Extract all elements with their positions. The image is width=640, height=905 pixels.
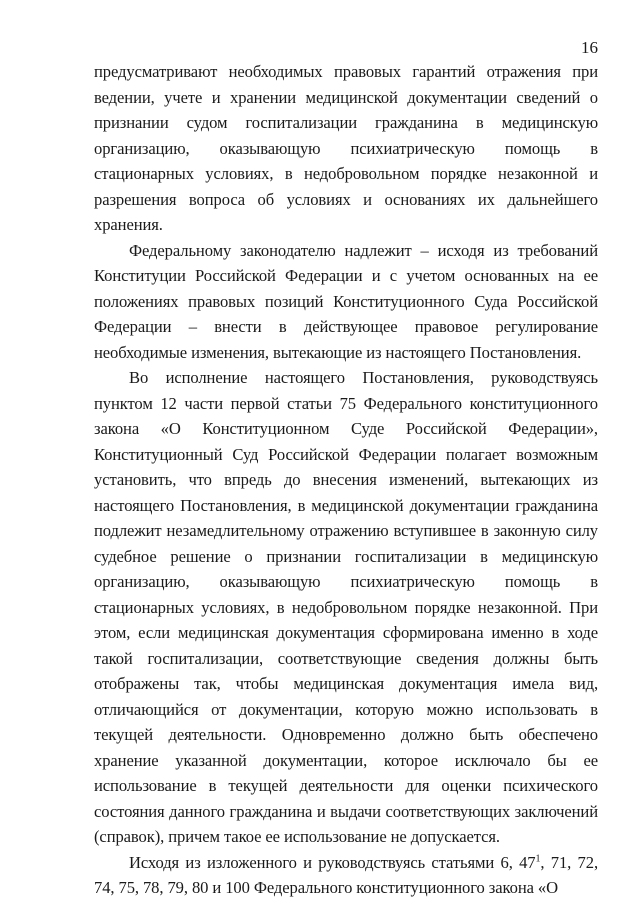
paragraph-execution-order: Во исполнение настоящего Постановления, руководствуясь пунктом 12 части первой статьи 75 Федерального конституционного закона «О Конституционном Суде Российской Федерации», Конституционный Суд Российской Федерации полагает возможным установить, что впредь до внесения изменений, вытекающих из настоящего Постановления, в медицинской документации гражданина подлежит незамедлительному отражению вступившее в законную силу судебное решение о признании госпитализации в медицинскую организацию, оказывающую психиатрическую помощь в стационарных условиях, в недобровольном порядке незаконной. При этом, если медицинская документация сформирована именно в ходе такой госпитализации, соответствующие сведения должны быть отображены так, чтобы медицинская документация имела вид, отличающийся от документации, которую можно использовать в текущей деятельности. Одновременно должно быть обеспечено хранение указанной документации, которое исключало бы ее использование в текущей деятельности для оценки психического состояния данного гражданина и выдачи соответствующих заключений (справок), причем такое ее использование не допускается. [94,368,598,846]
document-body [94,59,598,901]
article-superscript: 1 [535,852,541,864]
paragraph-continuation: предусматривают необходимых правовых гарантий отражения при ведении, учете и хранении медицинской документации сведений о признании судом госпитализации гражданина в медицинскую организацию, оказывающую психиатрическую помощь в стационарных условиях, в недобровольном порядке незаконной и разрешения вопроса об условиях и основаниях их дальнейшего хранения. [94,62,598,234]
conclusion-text-before: Исходя из изложенного и руководствуясь статьями 6, 47 [129,852,536,872]
paragraph-legislator-duty: Федеральному законодателю надлежит – исходя из требований Конституции Российской Федерации и с учетом основанных на ее положениях правовых позиций Конституционного Суда Российской Федерации – внести в действующее правовое регулирование необходимые изменения, вытекающие из настоящего Постановления. [94,240,598,362]
page-number: 16 [581,38,598,57]
paragraph-conclusion-start [94,850,598,901]
conclusion-text-after: , 71, 72, 74, 75, 78, 79, 80 и 100 Федерального конституционного закона «О [94,852,598,897]
